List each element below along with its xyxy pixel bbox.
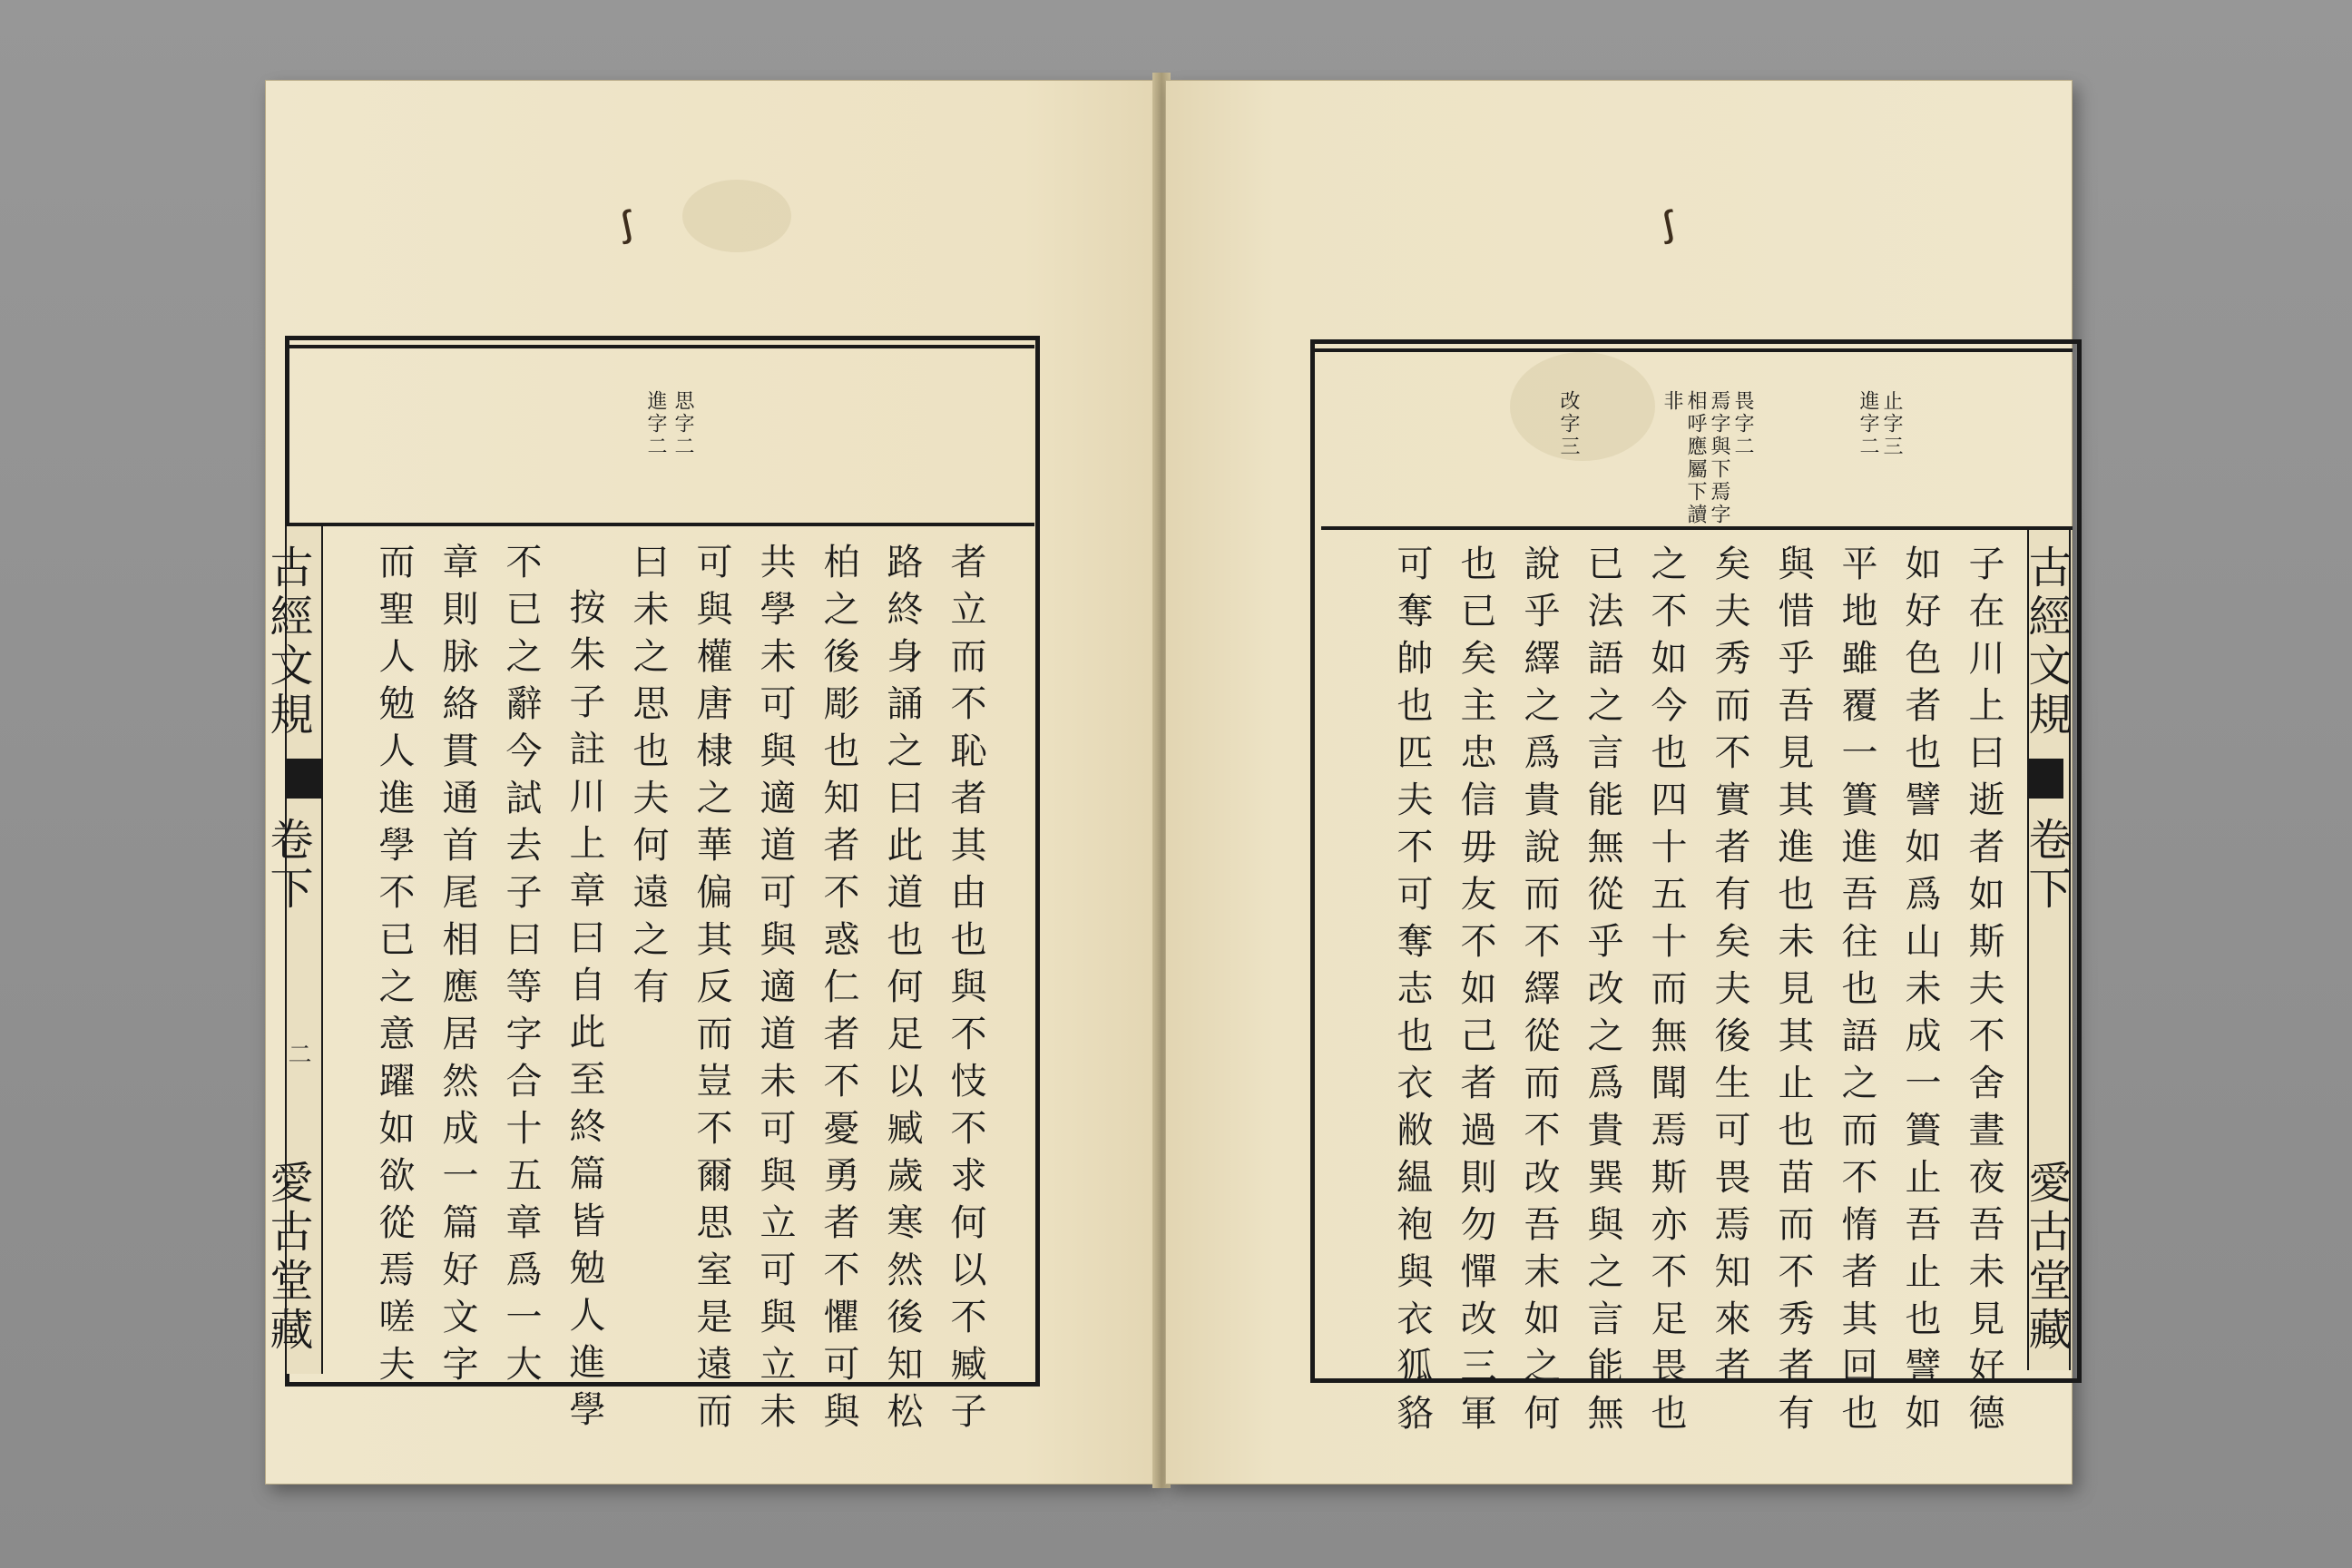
right-margin-volume: 卷下 [2021,817,2072,915]
right-head-note: 改字三 [1557,390,1580,458]
text-column: 說乎繹之爲貴說而不繹從而不改吾末如之何 [1518,544,1560,1441]
text-column: 之不如今也四十五十而無聞焉斯亦不足畏也 [1645,544,1687,1441]
left-page [262,80,1158,1485]
text-column: 如好色者也譬如爲山未成一簣止吾止也譬如 [1899,544,1941,1441]
text-column: 曰未之思也夫何遠之有 [627,543,669,1014]
text-column: 柏之後彫也知者不惑仁者不憂勇者不懼可與 [818,543,859,1439]
right-head-note: 相呼應屬下讀 [1684,390,1707,526]
left-margin-title: 古經文規 [262,544,313,740]
text-column: 已法語之言能無從乎改之爲貴巽與之言能無 [1582,544,1623,1441]
leaf-number: 二 [284,1042,311,1065]
right-head-bottom-rule [1321,526,2073,530]
right-head-note: 焉字與下焉字 [1708,390,1730,526]
right-head-note: 進字二 [1857,390,1879,458]
fish-tail-mark-icon [287,759,321,799]
text-column: 矣夫秀而不實者有矣夫後生可畏焉知來者 [1709,544,1750,1394]
right-head-note: 止字三 [1880,390,1903,458]
left-head-note: 進字二 [644,390,667,458]
text-column: 子在川上曰逝者如斯夫不舍晝夜吾未見好德 [1963,544,2004,1441]
text-column: 也已矣主忠信毋友不如己者過則勿憚改三軍 [1455,544,1496,1441]
text-column: 路終身誦之曰此道也何足以臧歲寒然後知松 [881,543,923,1439]
paper-stain [682,180,791,252]
fish-tail-mark-icon [2029,759,2063,799]
right-publisher-mark: 愛古堂藏 [2021,1160,2072,1356]
text-column: 可與權唐棣之華偏其反而豈不爾思室是遠而 [691,543,732,1439]
right-margin-title: 古經文規 [2021,544,2072,740]
binding-thread-icon: ꭍ [1655,201,1682,256]
text-column: 按朱子註川上章曰自此至終篇皆勉人進學 [564,588,605,1437]
left-head-note: 思字二 [671,390,694,458]
right-head-note: 畏字二 [1731,390,1754,458]
text-column: 者立而不恥者其由也與不忮不求何以不臧子 [945,543,986,1439]
text-column: 章則脉絡貫通首尾相應居然成一篇好文字 [436,543,478,1392]
text-column: 不已之辭今試去子曰等字合十五章爲一大 [500,543,542,1392]
text-column: 可奪帥也匹夫不可奪志也衣敝緼袍與衣狐貉 [1391,544,1433,1441]
left-head-bottom-rule [285,523,1034,526]
right-head-top-rule [1310,348,2073,352]
right-head-note: 非 [1661,390,1683,413]
text-column: 平地雖覆一簣進吾往也語之而不惰者其回也 [1836,544,1877,1441]
text-column: 與惜乎吾見其進也未見其止也苗而不秀者有 [1772,544,1814,1441]
left-head-top-rule [285,345,1034,348]
left-publisher-mark: 愛古堂藏 [262,1160,313,1356]
text-column: 而聖人勉人進學不已之意躍如欲從焉嗟夫 [373,543,415,1392]
left-margin-volume: 卷下 [262,817,313,915]
right-page [1165,80,2073,1485]
binding-thread-icon: ꭍ [613,201,641,256]
text-column: 共學未可與適道可與適道未可與立可與立未 [754,543,796,1439]
